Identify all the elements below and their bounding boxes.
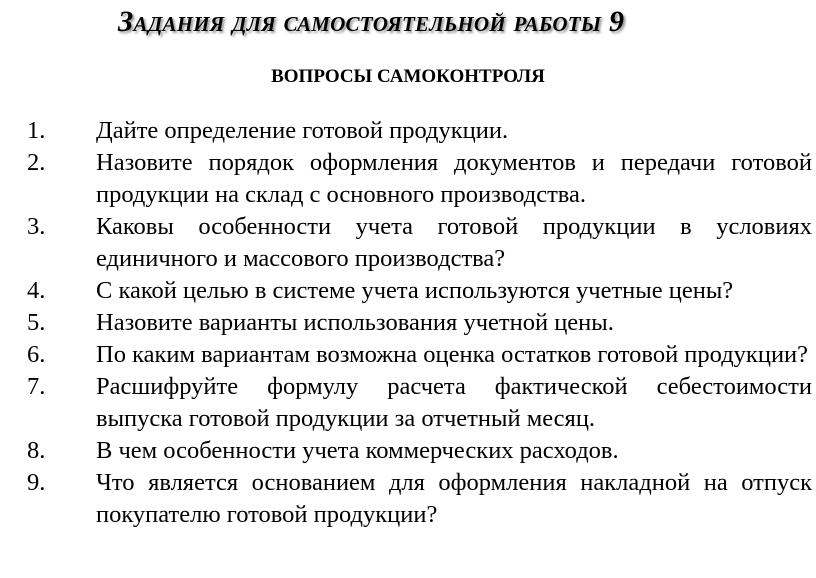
question-number: 9. <box>27 469 46 496</box>
question-text: В чем особенности учета коммерческих расходов. <box>96 437 619 464</box>
question-number: 6. <box>27 341 46 368</box>
question-text: Назовите порядок оформления документов и передачи готовой продукции на склад с основного производства. <box>96 149 812 208</box>
section-heading: ВОПРОСЫ САМОКОНТРОЛЯ <box>271 66 545 87</box>
question-text: Назовите варианты использования учетной цены. <box>96 309 614 336</box>
question-number: 4. <box>27 277 46 304</box>
question-item <box>0 275 816 307</box>
question-text: По каким вариантам возможна оценка остатков готовой продукции? <box>96 341 809 368</box>
question-text: Каковы особенности учета готовой продукции в условиях единичного и массового производства? <box>96 213 812 272</box>
question-number: 3. <box>27 213 46 240</box>
question-text: Что является основанием для оформления накладной на отпуск покупателю готовой продукции? <box>96 469 812 528</box>
question-item <box>0 339 816 371</box>
question-text: Дайте определение готовой продукции. <box>96 117 509 144</box>
question-number: 1. <box>27 117 46 144</box>
question-item <box>0 435 816 467</box>
question-text: С какой целью в системе учета используются учетные цены? <box>96 277 734 304</box>
question-item <box>0 307 816 339</box>
question-item <box>0 115 816 147</box>
question-text: Расшифруйте формулу расчета фактической себестоимости выпуска готовой продукции за отчетный месяц. <box>96 373 812 432</box>
question-number: 7. <box>27 373 46 400</box>
questions-list <box>0 115 816 531</box>
question-number: 5. <box>27 309 46 336</box>
question-item <box>0 467 816 531</box>
page-title: Задания для самостоятельной работы 9 <box>118 5 625 38</box>
question-item <box>0 147 816 211</box>
question-number: 8. <box>27 437 46 464</box>
question-number: 2. <box>27 149 46 176</box>
question-item <box>0 211 816 275</box>
question-item <box>0 371 816 435</box>
